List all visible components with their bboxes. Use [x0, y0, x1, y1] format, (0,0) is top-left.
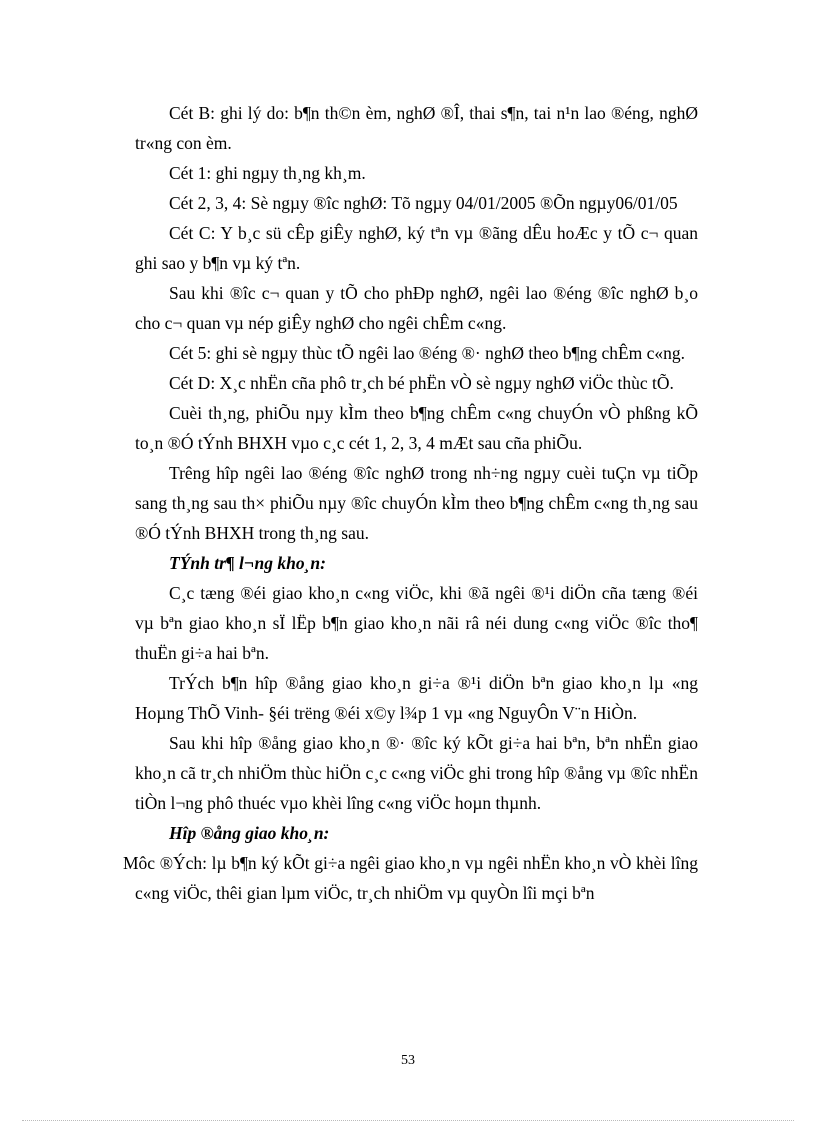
paragraph-cot-5: Cét 5: ghi sè ngµy thùc tÕ ngêi lao ®éng ®· nghØ theo b¶ng chÊm c«ng.	[169, 343, 686, 363]
section-heading-tinh-luong: TÝnh tr¶ l¬ng kho¸n:	[169, 553, 326, 573]
paragraph-sau-khi-hop-dong: Sau khi hîp ®ång giao kho¸n ®· ®îc ký kÕt gi÷a hai bªn, bªn nhËn giao kho¸n cã tr¸ch nhiÖm thùc hiÖn c¸c c«ng viÖc ghi trong hîp ®ång vµ ®îc nhËn tiÒn l¬ng phô thuéc vµo khèi lîng c«ng viÖc hoµn thµnh.	[135, 733, 698, 813]
paragraph-cac-tong-doi: C¸c tæng ®éi giao kho¸n c«ng viÖc, khi ®ã ngêi ®¹i diÖn cña tæng ®éi vµ bªn giao kho¸n sÏ lËp b¶n giao kho¸n nãi râ néi dung c«ng viÖc ®îc tho¶ thuËn gi÷a hai bªn.	[135, 583, 698, 663]
paragraph-cot-b: Cét B: ghi lý do: b¶n th©n èm, nghØ ®Î, thai s¶n, tai n¹n lao ®éng, nghØ tr«ng con èm.	[135, 103, 698, 153]
paragraph-cuoi-thang: Cuèi th¸ng, phiÕu nµy kÌm theo b¶ng chÊm c«ng chuyÓn vÒ phßng kÕ to¸n ®Ó tÝnh BHXH vµo c¸c cét 1, 2, 3, 4 mÆt sau cña phiÕu.	[135, 403, 698, 453]
paragraph-cot-2-3-4: Cét 2, 3, 4: Sè ngµy ®îc nghØ: Tõ ngµy 04/01/2005 ®Õn ngµy06/01/05	[169, 193, 678, 213]
paragraph-truong-hop: Trêng hîp ngêi lao ®éng ®îc nghØ trong nh÷ng ngµy cuèi tuÇn vµ tiÕp sang th¸ng sau th× phiÕu nµy ®îc chuyÓn kÌm theo b¶ng chÊm c«ng th¸ng sau ®Ó tÝnh BHXH trong th¸ng sau.	[135, 463, 698, 543]
paragraph-muc-dich: Môc ®Ých: lµ b¶n ký kÕt gi÷a ngêi giao kho¸n vµ ngêi nhËn kho¸n vÒ khèi lîng c«ng viÖc, thêi gian lµm viÖc, tr¸ch nhiÖm vµ quyÒn lîi mçi bªn	[123, 853, 698, 903]
paragraph-trich-ban: TrÝch b¶n hîp ®ång giao kho¸n gi÷a ®¹i diÖn bªn giao kho¸n lµ «ng Hoµng ThÕ Vinh- §éi trëng ®éi x©y l¾p 1 vµ «ng NguyÔn V¨n HiÒn.	[135, 673, 698, 723]
paragraph-cot-c: Cét C: Y b¸c sü cÊp giÊy nghØ, ký tªn vµ ®ãng dÊu hoÆc y tÕ c¬ quan ghi sao y b¶n vµ ký tªn.	[135, 223, 698, 273]
paragraph-sau-khi: Sau khi ®îc c¬ quan y tÕ cho phÐp nghØ, ngêi lao ®éng ®îc nghØ b¸o cho c¬ quan vµ nép giÊy nghØ cho ngêi chÊm c«ng.	[135, 283, 698, 333]
body-text	[123, 98, 698, 908]
paragraph-cot-d: Cét D: X¸c nhËn cña phô tr¸ch bé phËn vÒ sè ngµy nghØ viÖc thùc tÕ.	[169, 373, 674, 393]
paragraph-cot-1: Cét 1: ghi ngµy th¸ng kh¸m.	[169, 163, 366, 183]
page-number: 53	[401, 1053, 415, 1068]
section-heading-hop-dong: Hîp ®ång giao kho¸n:	[169, 823, 330, 843]
page-bottom-dotted-divider	[22, 1120, 794, 1121]
